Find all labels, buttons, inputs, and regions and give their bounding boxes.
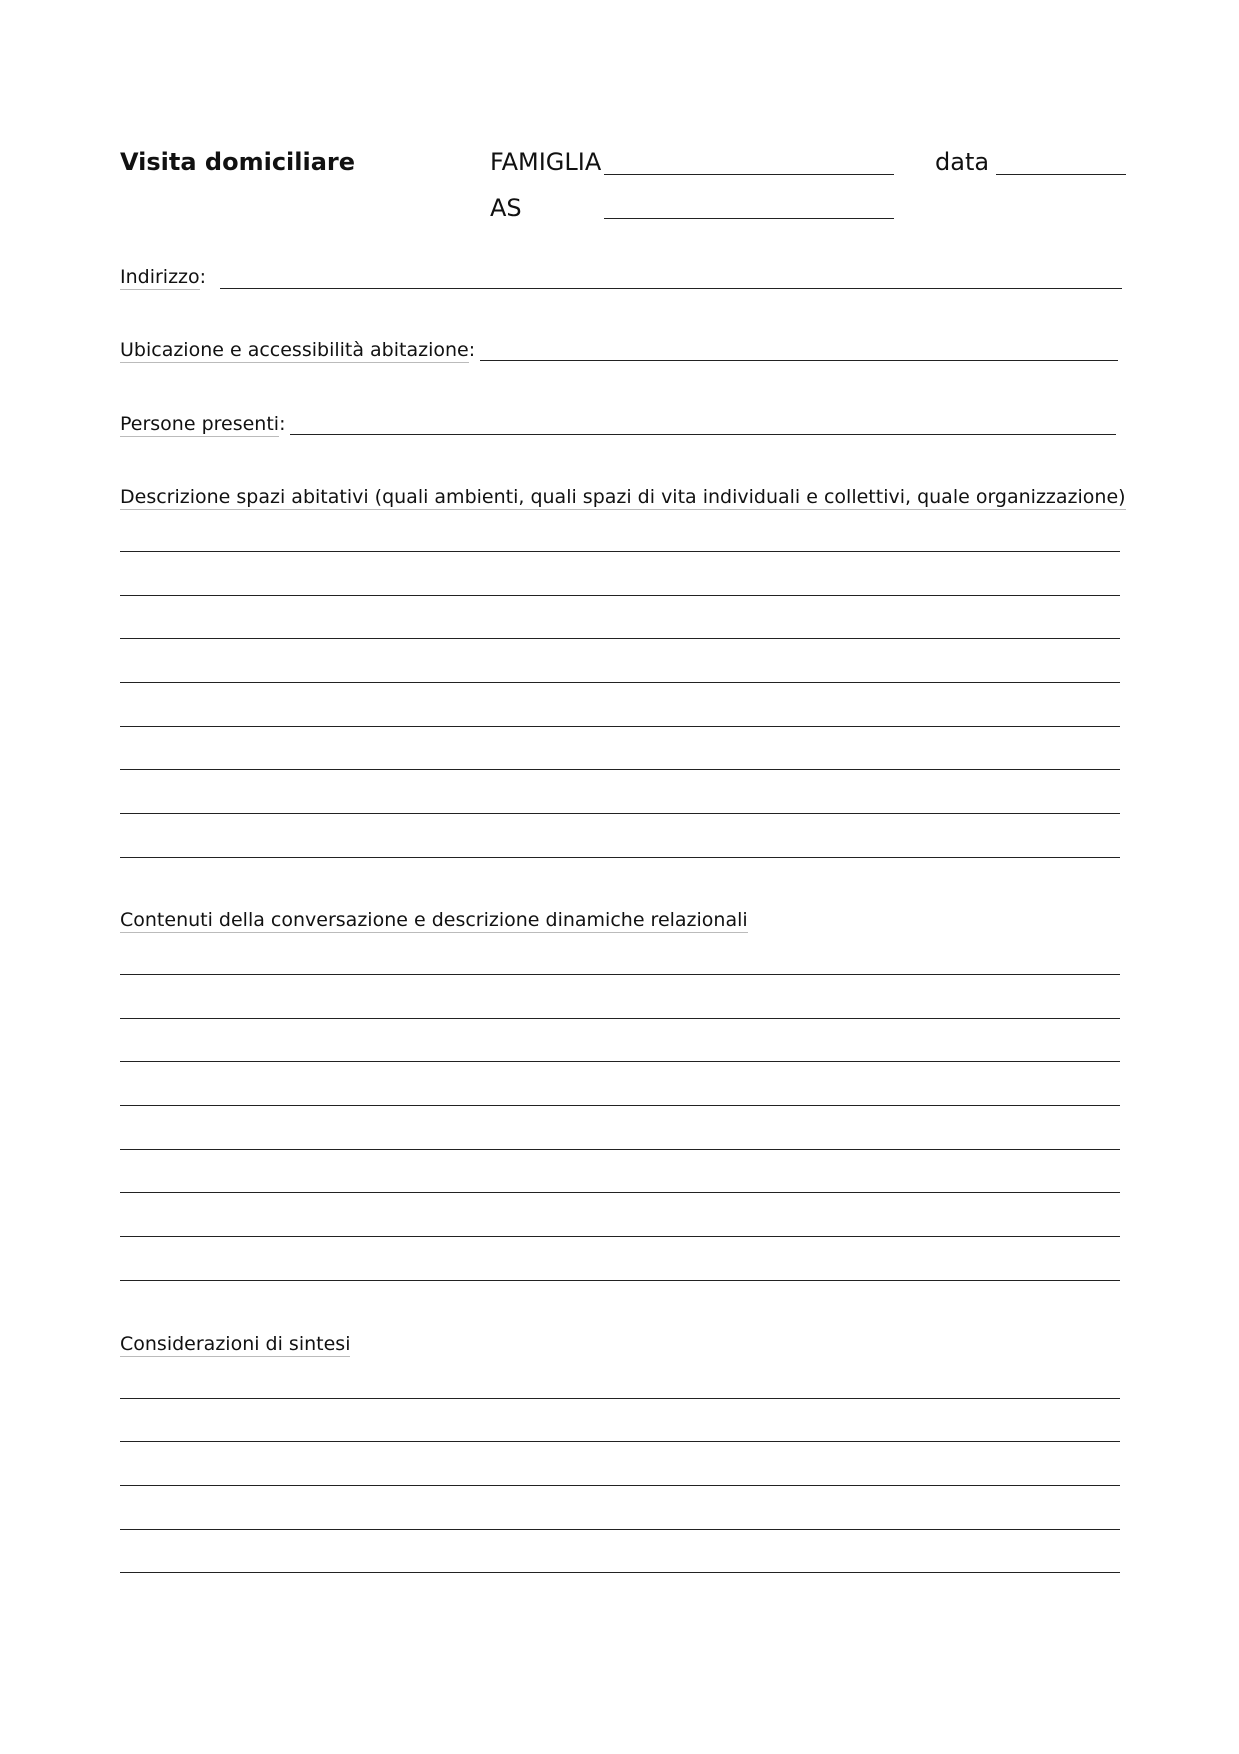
descrizione-line[interactable] xyxy=(120,813,1120,814)
contenuti-line[interactable] xyxy=(120,1105,1120,1106)
persone-colon: : xyxy=(279,413,286,435)
descrizione-line[interactable] xyxy=(120,726,1120,727)
famiglia-label: FAMIGLIA xyxy=(490,148,602,176)
contenuti-line[interactable] xyxy=(120,1280,1120,1281)
contenuti-line[interactable] xyxy=(120,1236,1120,1237)
data-label: data xyxy=(935,148,990,176)
contenuti-line[interactable] xyxy=(120,1149,1120,1150)
as-label: AS xyxy=(490,194,522,222)
contenuti-line[interactable] xyxy=(120,974,1120,975)
ubicazione-label xyxy=(120,339,475,361)
considerazioni-line[interactable] xyxy=(120,1398,1120,1399)
descrizione-heading xyxy=(120,486,1126,508)
considerazioni-line[interactable] xyxy=(120,1485,1120,1486)
as-field[interactable] xyxy=(604,218,894,219)
contenuti-line[interactable] xyxy=(120,1061,1120,1062)
descrizione-line[interactable] xyxy=(120,682,1120,683)
descrizione-line[interactable] xyxy=(120,595,1120,596)
considerazioni-heading xyxy=(120,1333,350,1355)
contenuti-heading xyxy=(120,909,748,931)
data-field[interactable] xyxy=(996,174,1126,175)
contenuti-line[interactable] xyxy=(120,1192,1120,1193)
ubicazione-label-text: Ubicazione e accessibilità abitazione xyxy=(120,339,469,361)
indirizzo-label xyxy=(120,266,206,288)
indirizzo-colon: : xyxy=(199,266,207,288)
considerazioni-line[interactable] xyxy=(120,1441,1120,1442)
descrizione-line[interactable] xyxy=(120,638,1120,639)
descrizione-line[interactable] xyxy=(120,857,1120,858)
form-title: Visita domiciliare xyxy=(120,148,356,176)
considerazioni-line[interactable] xyxy=(120,1529,1120,1530)
indirizzo-label-text: Indirizzo xyxy=(120,266,200,288)
persone-label-text: Persone presenti xyxy=(120,413,280,435)
contenuti-line[interactable] xyxy=(120,1018,1120,1019)
ubicazione-colon: : xyxy=(468,339,476,361)
persone-field[interactable] xyxy=(290,434,1116,435)
persone-label xyxy=(120,413,286,435)
considerazioni-heading-text: Considerazioni di sintesi xyxy=(120,1333,351,1355)
ubicazione-field[interactable] xyxy=(480,360,1118,361)
famiglia-field[interactable] xyxy=(604,174,894,175)
descrizione-heading-text: Descrizione spazi abitativi (quali ambienti, quali spazi di vita individuali e collettivi, quale organizzazione) xyxy=(120,486,1126,508)
descrizione-line[interactable] xyxy=(120,769,1120,770)
indirizzo-field[interactable] xyxy=(220,288,1122,289)
contenuti-heading-text: Contenuti della conversazione e descrizione dinamiche relazionali xyxy=(120,909,748,931)
considerazioni-line[interactable] xyxy=(120,1572,1120,1573)
descrizione-line[interactable] xyxy=(120,551,1120,552)
